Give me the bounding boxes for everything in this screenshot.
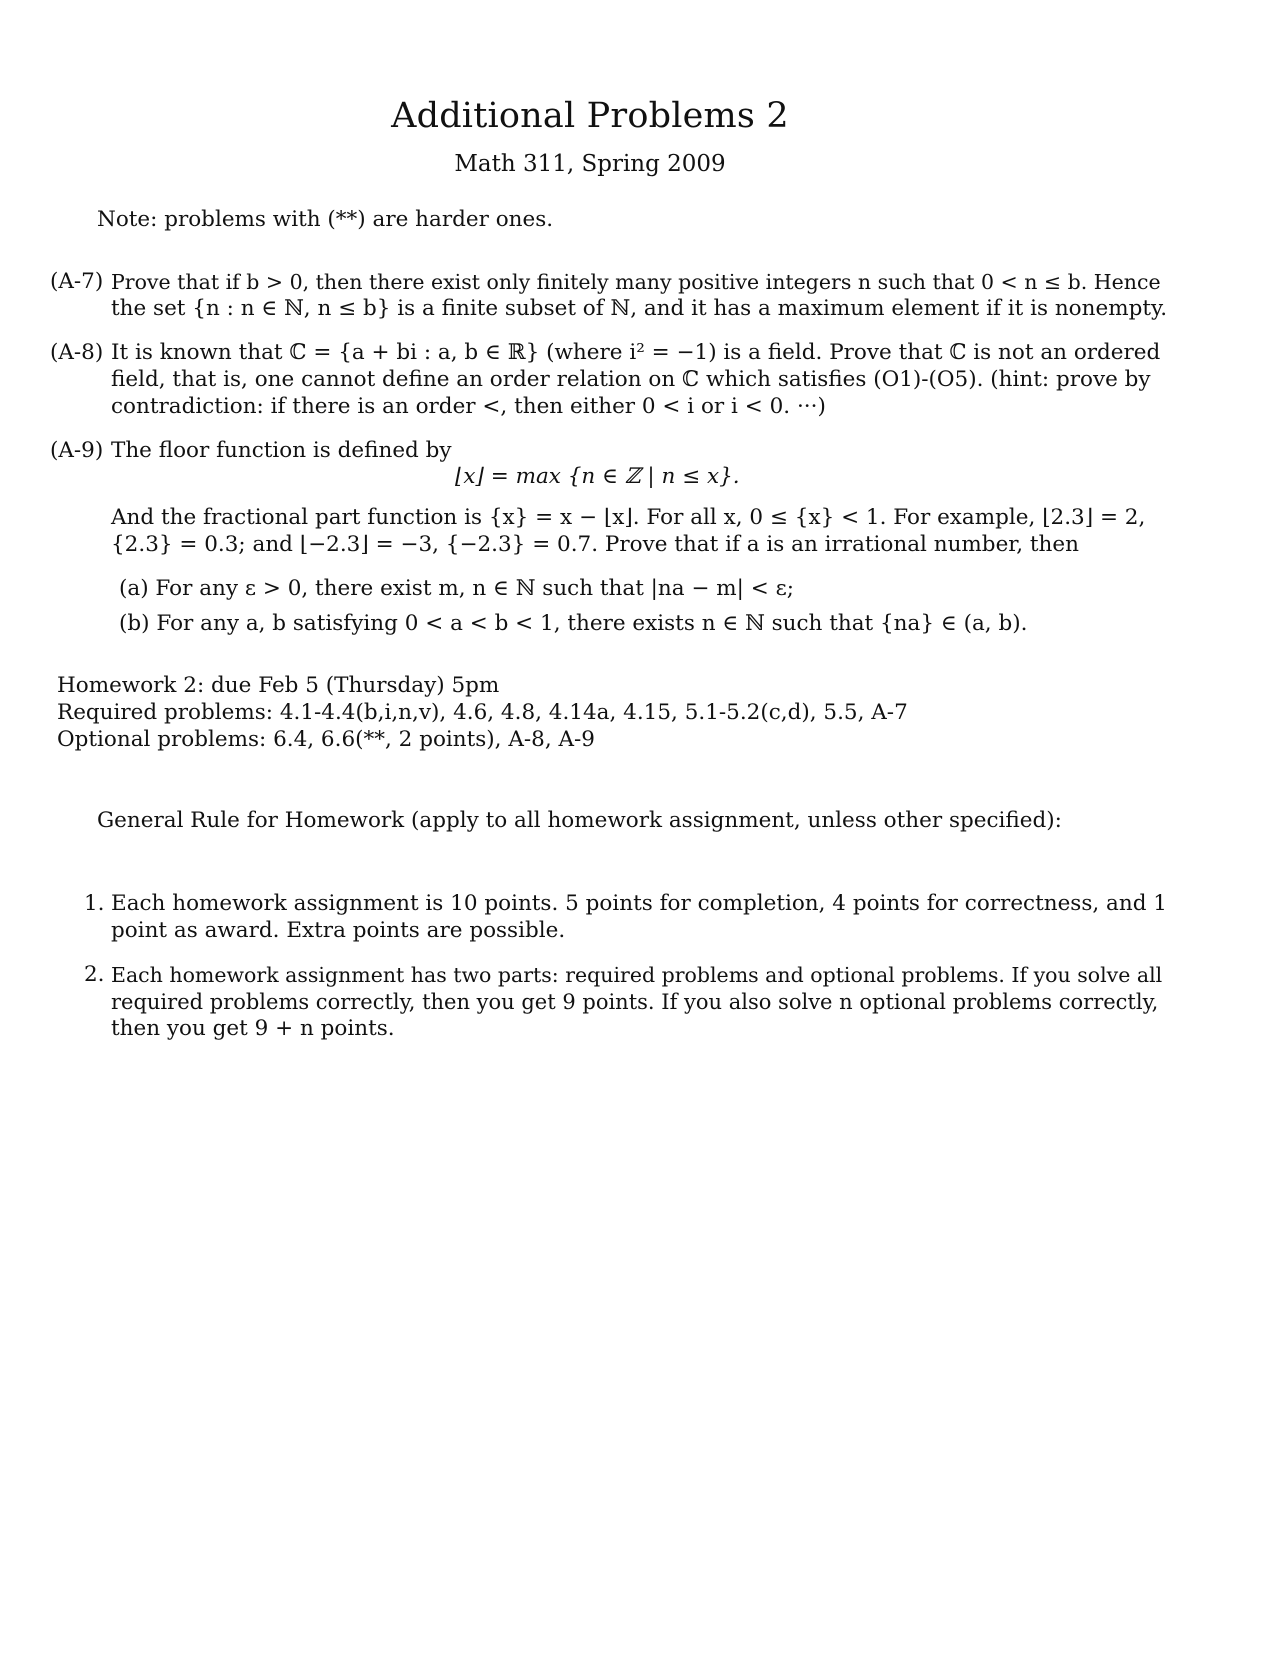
problem-a7-line: the set {n : n ∈ ℕ, n ≤ b} is a finite subset of ℕ, and it has a maximum element if it is nonempty. (111, 296, 1168, 321)
problem-a9-line: {2.3} = 0.3; and ⌊−2.3⌋ = −3, {−2.3} = 0.7. Prove that if a is an irrational number, then (111, 532, 1079, 557)
rule-number: 2. (84, 962, 105, 987)
problem-label-a7: (A-7) (50, 269, 104, 294)
problem-a9-line: And the fractional part function is {x} = x − ⌊x⌋. For all x, 0 ≤ {x} < 1. For example, ⌊2.3⌋ = 2, (111, 505, 1146, 530)
subproblem-a: (a) For any ε > 0, there exist m, n ∈ ℕ such that |na − m| < ε; (119, 576, 794, 601)
problem-a8-line: contradiction: if there is an order <, then either 0 < i or i < 0. ···) (111, 394, 826, 419)
rule-line: Each homework assignment has two parts: required problems and optional problems. If you solve all (111, 963, 1163, 987)
homework-optional: Optional problems: 6.4, 6.6(**, 2 points), A-8, A-9 (57, 727, 595, 752)
problem-a8-line: field, that is, one cannot define an order relation on ℂ which satisfies (O1)-(O5). (hint: prove by (111, 367, 1151, 392)
rules-heading: General Rule for Homework (apply to all homework assignment, unless other specified): (97, 808, 1062, 833)
rule-line: required problems correctly, then you get 9 points. If you also solve n optional problems correctly, (111, 990, 1159, 1014)
problem-a7-line: Prove that if b > 0, then there exist only finitely many positive integers n such that 0 < n ≤ b. Hence (111, 270, 1161, 294)
problem-a9-line: The floor function is defined by (111, 438, 452, 463)
problem-label-a8: (A-8) (50, 340, 104, 365)
rule-line: Each homework assignment is 10 points. 5 points for completion, 4 points for correctness, and 1 (111, 891, 1167, 916)
page-subtitle: Math 311, Spring 2009 (454, 151, 726, 177)
rule-number: 1. (84, 891, 105, 916)
problem-label-a9: (A-9) (50, 438, 104, 463)
floor-formula: ⌊x⌋ = max {n ∈ ℤ | n ≤ x}. (455, 464, 740, 489)
page-title: Additional Problems 2 (391, 96, 789, 136)
homework-due: Homework 2: due Feb 5 (Thursday) 5pm (57, 673, 500, 698)
rule-line: then you get 9 + n points. (111, 1016, 395, 1041)
homework-required: Required problems: 4.1-4.4(b,i,n,v), 4.6, 4.8, 4.14a, 4.15, 5.1-5.2(c,d), 5.5, A-7 (57, 700, 908, 725)
note-text: Note: problems with (**) are harder ones. (97, 207, 554, 232)
rule-line: point as award. Extra points are possible. (111, 918, 566, 943)
subproblem-b: (b) For any a, b satisfying 0 < a < b < 1, there exists n ∈ ℕ such that {na} ∈ (a, b). (119, 611, 1028, 636)
problem-a8-line: It is known that ℂ = {a + bi : a, b ∈ ℝ} (where i² = −1) is a field. Prove that ℂ is not an ordered (111, 340, 1161, 365)
